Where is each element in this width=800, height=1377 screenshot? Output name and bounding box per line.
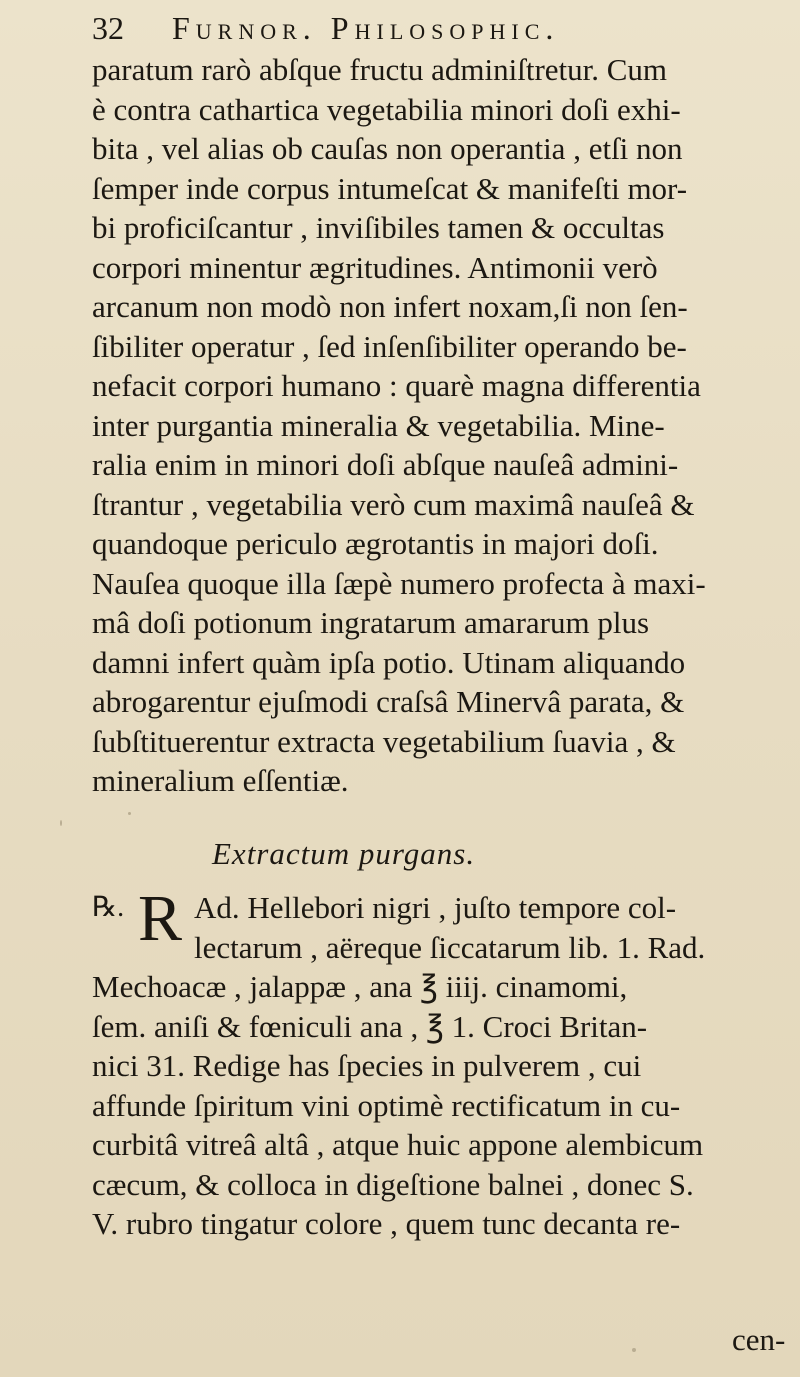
text-line: curbitâ vitreâ altâ , atque huic appone alembicum: [92, 1127, 704, 1162]
text-line: quandoque periculo ægrotantis in majori doſi.: [92, 526, 659, 561]
text-line: ſibiliter operatur , ſed inſenſibiliter operando be-: [92, 328, 687, 364]
recipe-paragraph: [92, 882, 792, 1244]
text-line: arcanum non modò non infert noxam,ſi non ſen-: [92, 289, 688, 324]
text-line: affunde ſpiritum vini optimè rectificatum in cu-: [92, 1087, 681, 1123]
running-title: Furnor. Philosophic.: [172, 10, 560, 46]
text-line: nici 31. Redige has ſpecies in pulverem , cui: [92, 1048, 642, 1083]
paper-speck: [128, 812, 131, 815]
paper-speck: [632, 1348, 636, 1352]
recipe-symbol: ℞.: [92, 892, 125, 923]
paper-speck: [60, 820, 62, 826]
page-number: 32: [92, 10, 124, 46]
text-line: inter purgantia mineralia & vegetabilia. Mine-: [92, 407, 665, 443]
text-line: cæcum, & colloca in digeſtione balnei , donec S.: [92, 1166, 694, 1202]
text-line: ſem. aniſi & fœniculi ana , ℥ 1. Croci Britan-: [92, 1008, 648, 1044]
text-line: Ad. Hellebori nigri , juſto tempore col-: [194, 890, 677, 925]
text-line: è contra cathartica vegetabilia minori doſi exhi-: [92, 91, 681, 127]
text-line: paratum rarò abſque fructu adminiſtretur. Cum: [92, 52, 668, 87]
text-line: damni infert quàm ipſa potio. Utinam aliquando: [92, 644, 686, 680]
text-line: bita , vel alias ob cauſas non operantia , etſi non: [92, 131, 683, 166]
section-title: Extractum purgans.: [212, 836, 476, 871]
text-line: lectarum , aëreque ſiccatarum lib. 1. Rad.: [194, 929, 706, 965]
text-line: corpori minentur ægritudines. Antimonii verò: [92, 249, 658, 285]
text-line: bi proficiſcantur , inviſibiles tamen & occultas: [92, 210, 665, 245]
text-line: mâ doſi potionum ingratarum amararum plus: [92, 605, 650, 640]
text-line: nefacit corpori humano : quarè magna differentia: [92, 368, 701, 403]
text-line: V. rubro tingatur colore , quem tunc decanta re-: [92, 1206, 681, 1241]
text-line: ſtrantur , vegetabilia verò cum maximâ nauſeâ &: [92, 486, 695, 522]
text-line: abrogarentur ejuſmodi craſsâ Minervâ parata, &: [92, 684, 685, 719]
text-line: ſubſtituerentur extracta vegetabilium ſuavia , &: [92, 723, 676, 759]
text-line: mineralium eſſentiæ.: [92, 763, 349, 798]
text-line: ſemper inde corpus intumeſcat & manifeſti mor-: [92, 170, 688, 206]
text-line: Mechoacæ , jalappæ , ana ℥ iiij. cinamomi,: [92, 969, 628, 1004]
body-paragraph: [92, 50, 792, 801]
text-line: Nauſea quoque illa ſæpè numero profecta à maxi-: [92, 565, 706, 601]
text-line: ralia enim in minori doſi abſque nauſeâ admini-: [92, 447, 679, 482]
catchword: cen-: [732, 1322, 786, 1357]
drop-cap-initial: R: [138, 882, 183, 955]
